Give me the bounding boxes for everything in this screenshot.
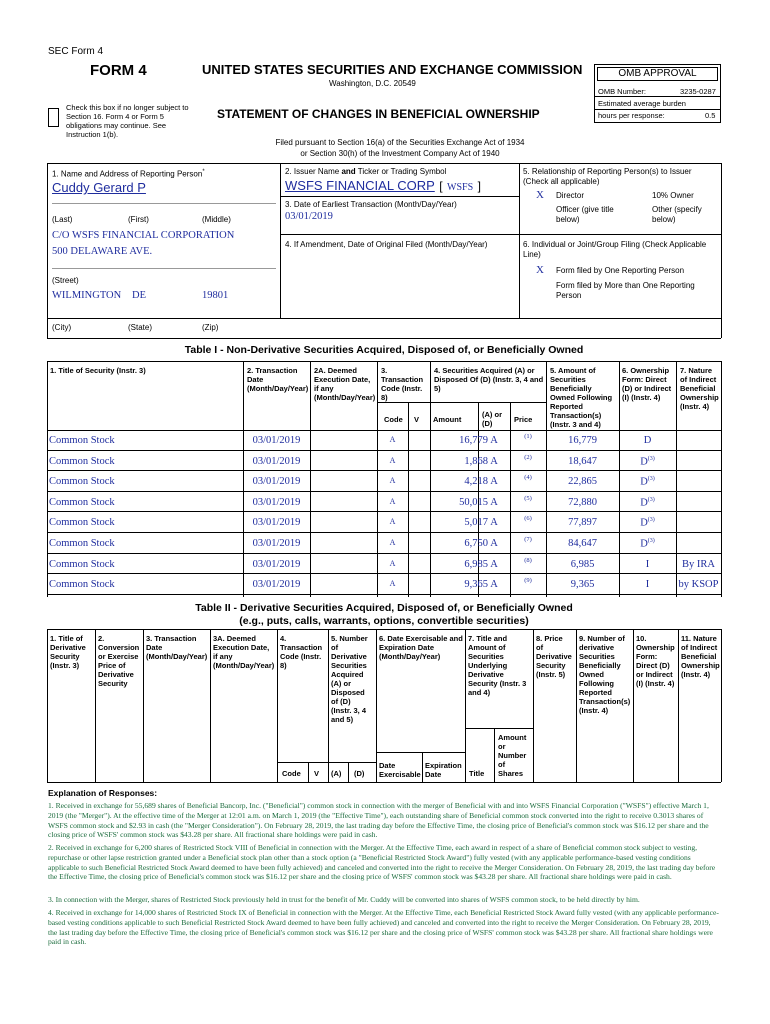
table2-title: Table II - Derivative Securities Acquired, Disposed of, or Beneficially Owned (e.g., puts, calls, warrants, options, convertible securities) xyxy=(195,602,573,627)
t2-h3a: 3A. Deemed Execution Date, if any (Month/Day/Year) xyxy=(213,634,275,670)
checkbox-instructions: Check this box if no longer subject to Section 16. Form 4 or Form 5 obligations may continue. See Instruction 1(b). xyxy=(66,103,189,139)
one-person-x-mark[interactable]: X xyxy=(536,264,544,276)
transaction-code: A xyxy=(389,517,396,527)
t2-sub-exp: Expiration Date xyxy=(425,761,462,779)
commission-title: UNITED STATES SECURITIES AND EXCHANGE COMMISSION xyxy=(202,62,583,77)
acquired-disposed: A xyxy=(490,579,498,591)
ownership-form xyxy=(619,517,676,529)
t1-h2a: 2A. Deemed Execution Date, if any (Month/Day/Year) xyxy=(314,366,376,402)
box4-label: 4. If Amendment, Date of Original Filed (Month/Day/Year) xyxy=(285,240,488,249)
amount-owned: 77,897 xyxy=(568,517,597,529)
transaction-code: A xyxy=(389,579,396,589)
more-person-label: Form filed by More than One Reporting Person xyxy=(556,281,695,300)
ownership-form: D xyxy=(643,435,652,446)
table-row xyxy=(47,512,721,533)
omb-number-label: OMB Number: xyxy=(598,87,646,96)
ownership-form-value: D xyxy=(640,476,648,488)
table-row xyxy=(47,533,721,554)
t1-sub-price: Price xyxy=(514,415,533,424)
transaction-code: A xyxy=(389,558,396,568)
state-value: DE xyxy=(132,290,146,301)
t2-h3: 3. Transaction Date (Month/Day/Year) xyxy=(146,634,208,661)
amount-owned: 72,880 xyxy=(568,496,597,508)
last-label: (Last) xyxy=(52,215,73,224)
t2-h5: 5. Number of Derivative Securities Acquired (A) or Disposed of (D) (Instr. 3, 4 and 5) xyxy=(331,634,368,724)
ownership-form-value: D xyxy=(640,538,648,550)
amount: 1,868 xyxy=(464,455,488,467)
price-footnote: (2) xyxy=(524,453,532,461)
state-label: (State) xyxy=(128,323,153,332)
t2-sub-code: Code xyxy=(282,769,301,778)
street-label: (Street) xyxy=(52,276,79,285)
security-title: Common Stock xyxy=(49,496,115,508)
t2-h2: 2. Conversion or Exercise Price of Derivative Security xyxy=(98,634,140,688)
t1-h4: 4. Securities Acquired (A) or Disposed Of (D) (Instr. 3, 4 and 5) xyxy=(434,366,544,393)
ownership-form-footnote: (3) xyxy=(647,517,655,524)
other-label: Other (specify below) xyxy=(652,205,702,224)
t2-h6: 6. Date Exercisable and Expiration Date (Month/Day/Year) xyxy=(379,634,463,661)
amount: 5,017 xyxy=(464,517,488,529)
amount-owned: 22,865 xyxy=(568,476,597,488)
t1-h1: 1. Title of Security (Instr. 3) xyxy=(50,366,146,375)
t2-h1: 1. Title of Derivative Security (Instr. 3) xyxy=(50,634,86,670)
ownership-form xyxy=(619,456,676,468)
nature-of-ownership: by KSOP xyxy=(678,579,719,591)
issuer-line: WSFS FINANCIAL CORP [ WSFS ] xyxy=(285,178,481,193)
omb-title: OMB APPROVAL xyxy=(597,67,718,81)
filed-pursuant: Filed pursuant to Section 16(a) of the Securities Exchange Act of 1934 or Section 30(h) of the Investment Company Act of 1940 xyxy=(275,138,525,158)
amount-owned: 84,647 xyxy=(568,538,597,549)
transaction-code: A xyxy=(389,476,396,486)
amount: 16,779 xyxy=(459,435,488,446)
t1-h2: 2. Transaction Date (Month/Day/Year) xyxy=(247,366,309,393)
t2-sub-amount: Amount or Number of Shares xyxy=(498,733,527,778)
price-footnote: (9) xyxy=(524,577,532,585)
table-row xyxy=(47,430,721,451)
footnote-4: 4. Received in exchange for 14,000 shares of Restricted Stock IX of Beneficial in connection with the Merger. At the Effective Time, each Beneficial Restricted Stock Award fully vested (with any applicable performance-based vesting conditions applicable to such Beneficial Restricted Stock Award deemed to have been fully achieved) and canceled and converted into the right to receive the Merger Consideration. On February 28, 2019, the last trading day before the Effective Time, the closing price of Beneficial's common stock was $16.12 per share and the closing price of WSFS' common stock was $43.28 per share. All fractional share holdings were paid in cash. xyxy=(48,908,719,947)
transaction-date: 03/01/2019 xyxy=(252,558,301,570)
transaction-date: 03/01/2019 xyxy=(252,579,301,591)
transaction-code: A xyxy=(389,538,396,547)
t2-h4: 4. Transaction Code (Instr. 8) xyxy=(280,634,323,670)
omb-hours-label: hours per response: xyxy=(598,111,665,120)
middle-label: (Middle) xyxy=(202,215,231,224)
form-label: SEC Form 4 xyxy=(48,46,104,57)
ownership-form xyxy=(619,538,676,550)
ownership-form xyxy=(619,476,676,488)
omb-approval-box xyxy=(594,64,721,123)
amount-owned: 18,647 xyxy=(568,455,597,467)
security-title: Common Stock xyxy=(49,476,115,488)
t1-sub-code: Code xyxy=(384,415,403,424)
issuer-name[interactable]: WSFS FINANCIAL CORP xyxy=(285,178,435,193)
t2-h8: 8. Price of Derivative Security (Instr. 5) xyxy=(536,634,572,679)
box5-sub: (Check all applicable) xyxy=(523,177,600,186)
table-row xyxy=(47,451,721,472)
acquired-disposed: A xyxy=(490,538,498,549)
security-title: Common Stock xyxy=(49,558,115,570)
box2-label: 2. Issuer Name and Ticker or Trading Symbol xyxy=(285,167,447,176)
ownership-form-footnote: (3) xyxy=(647,496,655,503)
explanation-title: Explanation of Responses: xyxy=(48,788,158,798)
t2-sub-date-ex: Date Exercisable xyxy=(379,761,421,779)
omb-hours-value: 0.5 xyxy=(705,111,716,120)
ownership-form: I xyxy=(645,579,650,591)
director-x-mark[interactable]: X xyxy=(536,189,544,201)
ownership-form-footnote: (3) xyxy=(647,476,655,483)
price-footnote: (5) xyxy=(524,494,532,502)
no-longer-subject-checkbox[interactable] xyxy=(48,108,59,127)
t2-h11: 11. Nature of Indirect Beneficial Ownership (Instr. 4) xyxy=(681,634,720,679)
address-line-1: C/O WSFS FINANCIAL CORPORATION xyxy=(52,230,235,241)
price-footnote: (8) xyxy=(524,556,532,564)
table1-title: Table I - Non-Derivative Securities Acquired, Disposed of, or Beneficially Owned xyxy=(184,344,584,356)
one-person-label: Form filed by One Reporting Person xyxy=(556,266,685,275)
t1-sub-ad: (A) or (D) xyxy=(482,410,502,428)
table-row xyxy=(47,574,721,595)
statement-title: STATEMENT OF CHANGES IN BENEFICIAL OWNERSHIP xyxy=(217,107,540,121)
price-footnote: (7) xyxy=(524,536,532,543)
table-row xyxy=(47,492,721,513)
price-footnote: (1) xyxy=(524,433,532,440)
t1-sub-amount: Amount xyxy=(433,415,462,424)
table-row xyxy=(47,554,721,575)
transaction-date: 03/01/2019 xyxy=(252,476,301,488)
transaction-code: A xyxy=(389,455,396,465)
amount-owned: 16,779 xyxy=(568,435,597,446)
t1-h6: 6. Ownership Form: Direct (D) or Indirect (I) (Instr. 4) xyxy=(622,366,672,402)
ownership-form-value: D xyxy=(640,497,648,509)
amount: 9,365 xyxy=(464,579,488,591)
box3-label: 3. Date of Earliest Transaction (Month/Day/Year) xyxy=(285,200,457,209)
ticker-symbol: WSFS xyxy=(447,182,474,193)
t1-h7: 7. Nature of Indirect Beneficial Ownership (Instr. 4) xyxy=(680,366,719,411)
officer-label: Officer (give title below) xyxy=(556,205,614,224)
t1-h5: 5. Amount of Securities Beneficially Owned Following Reported Transaction(s) (Instr. 3 and 4) xyxy=(550,366,613,429)
transaction-code: A xyxy=(389,496,396,506)
ownership-form-footnote: (3) xyxy=(647,455,655,462)
acquired-disposed: A xyxy=(490,496,498,508)
amount: 50,015 xyxy=(459,496,488,508)
transaction-code: A xyxy=(389,435,396,444)
zip-label: (Zip) xyxy=(202,323,219,332)
t2-h7: 7. Title and Amount of Securities Underlying Derivative Security (Instr. 3 and 4) xyxy=(468,634,527,697)
ownership-form-footnote: (3) xyxy=(647,538,655,544)
footnote-2: 2. Received in exchange for 6,200 shares of Restricted Stock VIII of Beneficial in connection with the Merger. At the Effective Time, each award in respect of a share of Beneficial common stock subject to vesting, repurchase or other lapse restriction granted under a Beneficial stock plan other than a stock option (a "Beneficial Restricted Stock Award") fully vested (with any applicable performance-based vesting conditions applicable to such Beneficial Restricted Stock Award deemed to have been fully achieved) and canceled and converted into the right to receive the Merger Consideration. On February 28, 2019, the last trading day before the Effective Time, the closing price of Beneficial's common stock was $16.12 per share and the closing price of WSFS' common stock was $43.28 per share. All fractional share holdings were paid in cash. xyxy=(48,843,716,882)
omb-burden-label: Estimated average burden xyxy=(598,99,686,108)
amount: 6,750 xyxy=(464,538,488,549)
amount-owned: 9,365 xyxy=(570,579,595,591)
security-title: Common Stock xyxy=(49,579,115,591)
box1-label: 1. Name and Address of Reporting Person* xyxy=(52,169,205,179)
city-label: (City) xyxy=(52,323,72,332)
location: Washington, D.C. 20549 xyxy=(329,79,416,88)
nature-of-ownership: By IRA xyxy=(682,558,715,570)
price-footnote: (4) xyxy=(524,474,532,482)
transaction-date: 03/01/2019 xyxy=(252,538,301,549)
address-line-2: 500 DELAWARE AVE. xyxy=(52,246,153,257)
footnote-1: 1. Received in exchange for 55,689 shares of Beneficial Bancorp, Inc. ("Beneficial") common stock in connection with the merger of Beneficial with and into WSFS Financial Corporation ("WSFS") effective March 1, 2019 (the "Merger"). At the effective time of the Merger at 12:01 a.m. on March 1, 2019 (the "Effective Time"), each outstanding share of Beneficial common stock converted into the right to receive 0.3013 shares of WSFS common stock and $2.93 in cash (the "Merger Consideration"). On February 28, 2019, the last trading day before the Effective Time, the closing price of Beneficial's common stock was $16.12 per share and the closing price of WSFS' common stock was $43.28 per share. All fractional share holdings were paid in cash. xyxy=(48,801,709,840)
amount-owned: 6,985 xyxy=(570,558,595,570)
t2-h9: 9. Number of derivative Securities Beneficially Owned Following Reported Transaction(s) (Instr. 4) xyxy=(579,634,631,715)
t2-sub-title: Title xyxy=(469,769,485,778)
form-title: FORM 4 xyxy=(90,62,147,79)
box5-label: 5. Relationship of Reporting Person(s) to Issuer xyxy=(523,167,692,176)
t2-sub-v: V xyxy=(314,769,320,778)
director-label: Director xyxy=(556,191,585,200)
security-title: Common Stock xyxy=(49,435,115,446)
omb-number-value: 3235-0287 xyxy=(680,87,716,96)
price-footnote: (6) xyxy=(524,515,532,523)
earliest-transaction-date: 03/01/2019 xyxy=(285,211,333,222)
acquired-disposed: A xyxy=(490,558,498,570)
security-title: Common Stock xyxy=(49,538,115,549)
t1-sub-v: V xyxy=(414,415,420,424)
acquired-disposed: A xyxy=(490,517,498,529)
table-row xyxy=(47,471,721,492)
transaction-date: 03/01/2019 xyxy=(252,435,301,446)
ownership-form-value: D xyxy=(640,456,648,468)
ten-pct-owner-label: 10% Owner xyxy=(652,191,694,200)
ownership-form: I xyxy=(645,558,650,570)
acquired-disposed: A xyxy=(490,455,498,467)
city-value: WILMINGTON xyxy=(52,290,122,301)
ownership-form-value: D xyxy=(640,517,648,529)
security-title: Common Stock xyxy=(49,455,115,467)
amount: 4,218 xyxy=(464,476,488,488)
footnote-3: 3. In connection with the Merger, shares of Restricted Stock previously held in trust for the benefit of Mr. Cuddy will be converted into shares of WSFS common stock, to be held directly by him. xyxy=(48,895,640,904)
t2-sub-d: (D) xyxy=(354,769,365,778)
reporting-person-name[interactable]: Cuddy Gerard P xyxy=(52,180,146,195)
acquired-disposed: A xyxy=(490,476,498,488)
amount: 6,985 xyxy=(464,558,488,570)
first-label: (First) xyxy=(128,215,149,224)
t2-h10: 10. Ownership Form: Direct (D) or Indirect (I) (Instr. 4) xyxy=(636,634,675,688)
transaction-date: 03/01/2019 xyxy=(252,496,301,508)
box6-label: 6. Individual or Joint/Group Filing (Check Applicable Line) xyxy=(523,240,707,259)
t2-sub-a: (A) xyxy=(331,769,342,778)
security-title: Common Stock xyxy=(49,517,115,529)
zip-value: 19801 xyxy=(202,290,229,301)
ownership-form xyxy=(619,497,676,509)
transaction-date: 03/01/2019 xyxy=(252,517,301,529)
acquired-disposed: A xyxy=(490,435,498,446)
t1-h3: 3. Transaction Code (Instr. 8) xyxy=(381,366,424,402)
transaction-date: 03/01/2019 xyxy=(252,455,301,467)
